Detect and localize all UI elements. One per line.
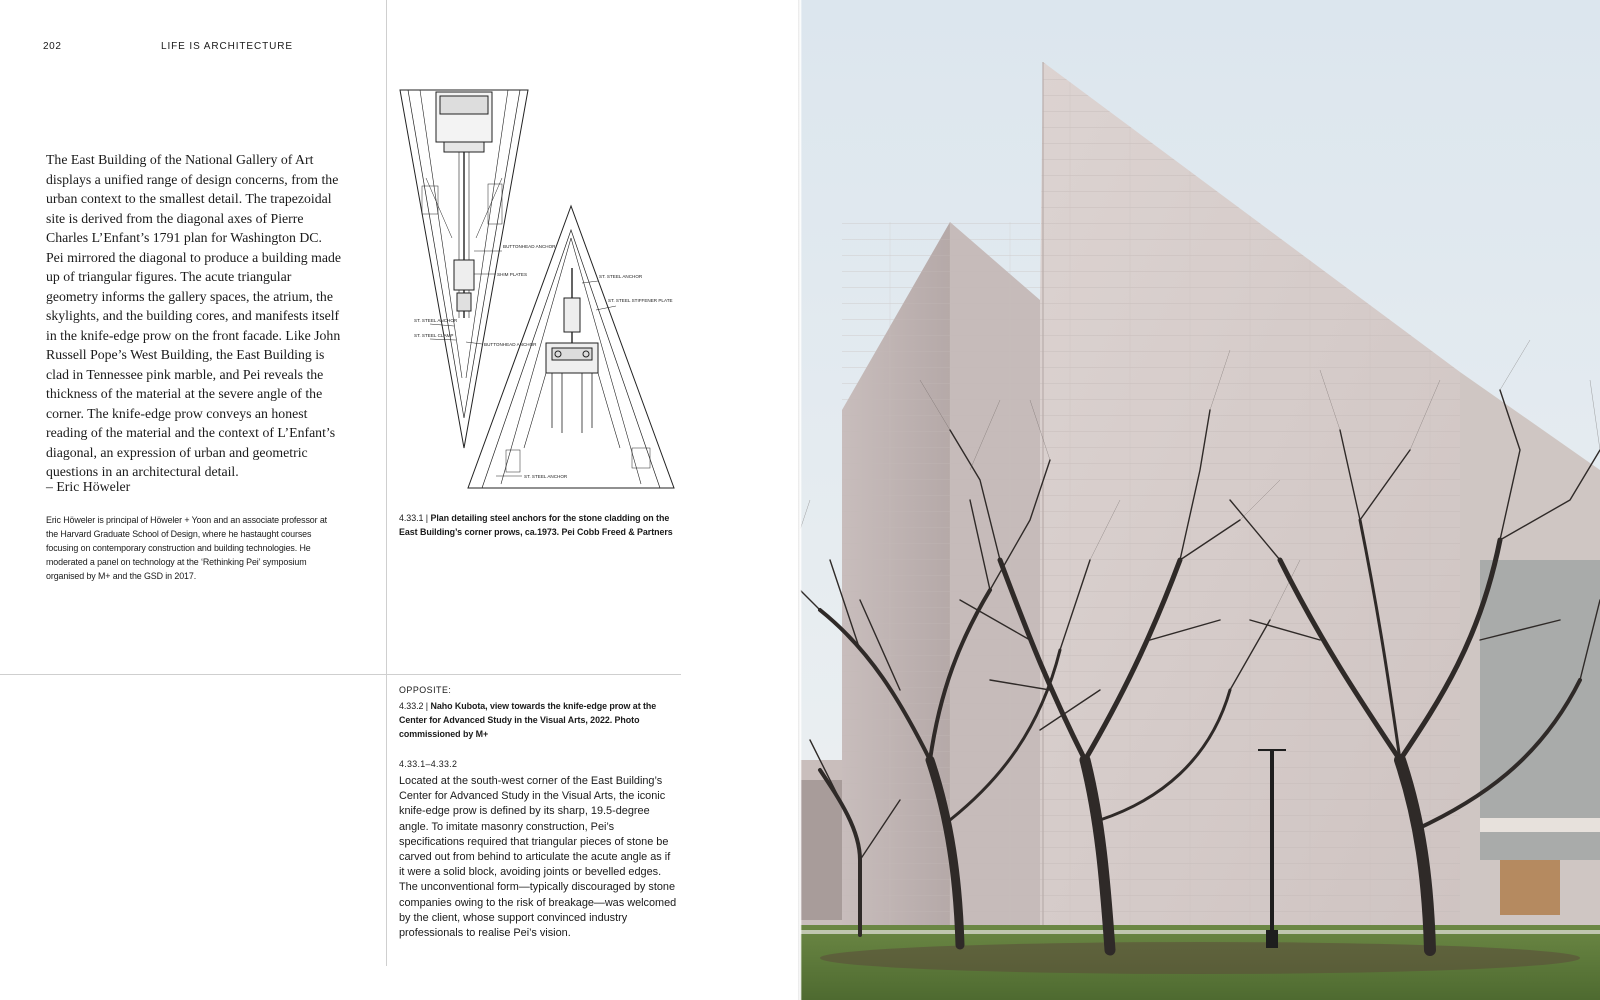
running-title: LIFE IS ARCHITECTURE: [161, 41, 293, 52]
figure-caption-2: 4.33.2 | Naho Kubota, view towards the knife-edge prow at the Center for Advanced Study in the Visual Arts, 2022. Photo commissioned by M+: [399, 701, 657, 739]
label-buttonhead-anchor-top: BUTTONHEAD ANCHOR: [503, 244, 556, 249]
page-gutter: [798, 0, 802, 1000]
section-divider: [0, 674, 681, 675]
author-bio: Eric Höweler is principal of Höweler + Yoon and an associate professor at the Harvard Graduate School of Design, where he hastaught courses focusing on contemporary construction and building technologies. He moderated a panel on technology at the ‘Rethinking Pei’ symposium organised by M+ and the GSD in 2017.: [46, 515, 328, 581]
page-number: 202: [43, 41, 62, 52]
figure-number-1: 4.33.1: [399, 513, 424, 523]
figure-caption-1: 4.33.1 | Plan detailing steel anchors for the stone cladding on the East Building’s corner prows, ca.1973. Pei Cobb Freed & Partners: [399, 513, 673, 537]
label-buttonhead-anchor: BUTTONHEAD ANCHOR: [484, 342, 537, 347]
label-st-steel-anchor-left: ST. STEEL ANCHOR: [414, 318, 458, 323]
east-building-photo: [800, 0, 1600, 1000]
column-divider: [386, 0, 387, 966]
figure-range-number: 4.33.1–4.33.2: [399, 759, 458, 769]
figure-caption-1-text: Plan detailing steel anchors for the stone cladding on the East Building’s corner prows, ca.1973. Pei Cobb Freed & Partners: [399, 513, 673, 537]
label-st-steel-anchor-right: ST. STEEL ANCHOR: [599, 274, 643, 279]
label-stiffener-plate: ST. STEEL STIFFENER PLATE: [608, 298, 673, 303]
essay-author: – Eric Höweler: [46, 479, 131, 494]
label-st-steel-anchor-bottom: ST. STEEL ANCHOR: [524, 474, 568, 479]
figure-number-2: 4.33.2: [399, 701, 424, 711]
opposite-label: OPPOSITE:: [399, 685, 452, 695]
essay-text: The East Building of the National Gallery of Art displays a unified range of design concerns, from the urban context to the smallest detail. The trapezoidal site is derived from the diagonal axes of Pierre Charles L’Enfant’s 1791 plan for Washington DC. Pei mirrored the diagonal to produce a building made up of triangular figures. The acute triangular geometry informs the gallery spaces, the atrium, the skylights, and the building cores, and manifests itself in the knife-edge prow on the front facade. Like John Russell Pope’s West Building, the East Building is clad in Tennessee pink marble, and Pei reveals the thickness of the material at the severe angle of the corner. The knife-edge prow conveys an honest reading of the material and the context of L’Enfant’s diagonal, an expression of urban and geometric questions in an architectural detail.: [46, 152, 342, 479]
photo-page: [800, 0, 1600, 1000]
label-st-steel-clamp: ST. STEEL CLAMP: [414, 333, 454, 338]
label-shim-plates: SHIM PLATES: [497, 272, 528, 277]
figure-range-text: Located at the south-west corner of the East Building’s Center for Advanced Study in the Visual Arts, the iconic knife-edge prow is defined by its sharp, 19.5-degree angle. To imitate masonry construction, Pei’s specifications required that triangular pieces of stone be carved out from behind to articulate the acute angle as if it were a solid block, avoiding joints or bevelled edges. The unconventional form—typically discouraged by stone companies owing to the risk of breakage—was welcomed by the client, whose support convinced industry professionals to realise Pei’s vision.: [399, 775, 677, 940]
figure-caption-2-text: Naho Kubota, view towards the knife-edge prow at the Center for Advanced Study in the Visual Arts, 2022. Photo commissioned by M+: [399, 701, 657, 739]
anchor-plan-drawing: [396, 88, 676, 500]
